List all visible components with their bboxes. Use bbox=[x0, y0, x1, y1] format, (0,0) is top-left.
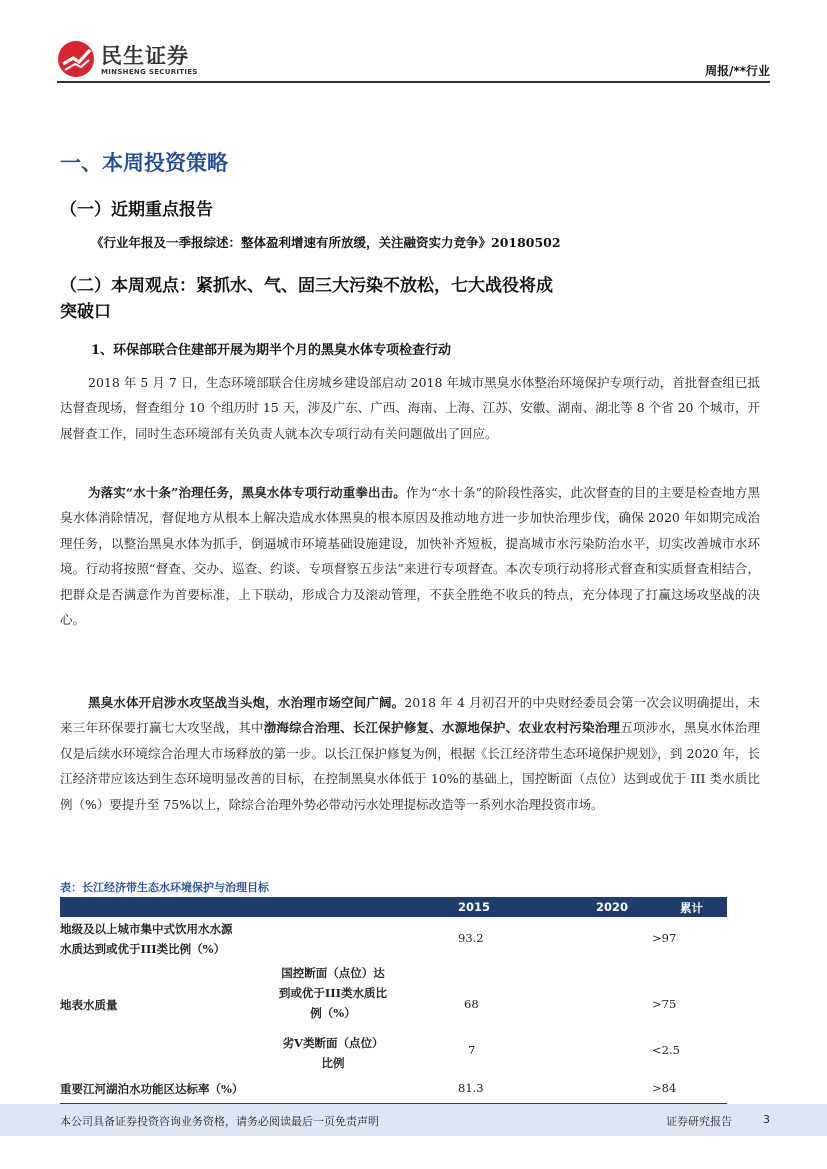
paragraph-1-text: 2018 年 5 月 7 日，生态环境部联合住房城乡建设部启动 2018 年城市黑臭水体整治环境保护专项行动，首批督查组已抵达督查现场，督查组分 10 个组历时 15 天，涉及广东、广西、海南、上海、江苏、安徽、湖南、湖北等 8 个省 20 个城市，开展督查工作，同时生态环境部有关负责人就本次专项行动有关问题做出了回应。 bbox=[60, 375, 760, 441]
row-label bbox=[60, 919, 233, 959]
paragraph-3-highlight: 渤海综合治理、长江保护修复、水源地保护、农业农村污染治理 bbox=[263, 720, 621, 736]
paragraph-3 bbox=[60, 690, 760, 817]
sub-heading-2-line2: 突破口 bbox=[60, 302, 111, 322]
table-row bbox=[60, 917, 727, 961]
sub-label-a-line2: 到或优于III类水质比 bbox=[278, 986, 388, 1000]
minsheng-logo-icon bbox=[57, 40, 95, 78]
table-row bbox=[60, 1081, 727, 1103]
footer bbox=[0, 1104, 827, 1136]
paragraph-3-text2: 五项涉水，黑臭水体治理仅是后续水环境综合治理大市场释放的第一步。以长江保护修复为例，根据《长江经济带生态环境保护规划》，到 2020 年，长江经济带应该达到生态环境明显改善的目标，在控制黑臭水体低于 10%的基础上，国控断面（点位）达到或优于 III 类水质比例（%）要提升至 75%以上，除综合治理外势必带动污水处理提标改造等一系列水治理投资市场。 bbox=[60, 720, 760, 812]
data-table bbox=[60, 897, 727, 1104]
paragraph-3-lead: 黑臭水体开启涉水攻坚战当头炮，水治理市场空间广阔。 bbox=[88, 695, 405, 710]
footer-disclaimer: 本公司具备证券投资咨询业务资格，请务必阅读最后一页免责声明 bbox=[60, 1115, 379, 1128]
paragraph-1 bbox=[60, 370, 760, 446]
row-label-line1: 地级及以上城市集中式饮用水水源 bbox=[60, 922, 233, 936]
footer-doc-type: 证券研究报告 bbox=[666, 1115, 732, 1128]
cell-2020: >97 bbox=[652, 931, 677, 945]
item-heading: 1、环保部联合住建部开展为期半个月的黑臭水体专项检查行动 bbox=[91, 343, 452, 358]
sub-label-b bbox=[268, 1033, 398, 1073]
cell-2020: <2.5 bbox=[652, 1043, 680, 1057]
paragraph-3-text1: 2018 年 4 月初召开的中央财经委员会第一次会议明确提出，未来三年环保要打赢七大攻坚战，其中 bbox=[60, 695, 760, 736]
paragraph-2 bbox=[60, 480, 760, 632]
row-label-line2: 水质达到或优于III类比例（%） bbox=[60, 942, 226, 956]
logo-cn: 民生证券 bbox=[101, 44, 189, 68]
cell-2015: 93.2 bbox=[458, 931, 484, 945]
cell-2020: >75 bbox=[652, 997, 677, 1011]
sub-label-b-line2: 比例 bbox=[321, 1056, 345, 1070]
sub-heading-2 bbox=[60, 273, 553, 325]
sub-label-b-line1: 劣V类断面（点位） bbox=[282, 1036, 384, 1050]
sub-label-a-line3: 例（%） bbox=[310, 1006, 356, 1020]
paragraph-2-lead: 为落实“水十条”治理任务，黑臭水体专项行动重拳出击。 bbox=[88, 485, 406, 500]
table-row-group bbox=[60, 961, 727, 1081]
table-header-cumulative: 累计 bbox=[680, 901, 703, 915]
cell-2015: 68 bbox=[464, 997, 479, 1011]
table-header-2020: 2020 bbox=[596, 900, 629, 914]
table-header-row bbox=[60, 897, 727, 917]
sub-label-a bbox=[268, 963, 398, 1023]
page-number: 3 bbox=[763, 1113, 770, 1126]
table-header-2015: 2015 bbox=[458, 900, 491, 914]
sub-label-a-line1: 国控断面（点位）达 bbox=[281, 966, 385, 980]
report-type: 周报/**行业 bbox=[705, 64, 770, 78]
paragraph-2-text: 作为“水十条”的阶段性落实，此次督查的目的主要是检查地方黑臭水体消除情况，督促地方从根本上解决造成水体黑臭的根本原因及推动地方进一步加快治理步伐，确保 2020 年如期完成治理任务，以整治黑臭水体为抓手，倒逼城市环境基础设施建设，加快补齐短板，提高城市水污染防治水平，切实改善城市水环境。行动将按照“督查、交办、巡查、约谈、专项督察五步法”来进行专项督查。本次专项行动将形式督查和实质督查相结合，把群众是否满意作为首要标准，上下联动，形成合力及滚动管理，不获全胜绝不收兵的特点，充分体现了打赢这场攻坚战的决心。 bbox=[60, 485, 760, 628]
row-label: 重要江河湖泊水功能区达标率（%） bbox=[60, 1082, 244, 1096]
logo-en: MINSHENG SECURITIES bbox=[101, 68, 198, 76]
sub-heading-1: （一）近期重点报告 bbox=[60, 200, 213, 220]
logo bbox=[57, 38, 217, 80]
sub-heading-2-line1: （二）本周观点：紧抓水、气、固三大污染不放松，七大战役将成 bbox=[60, 276, 553, 296]
group-label: 地表水质量 bbox=[60, 998, 118, 1012]
cell-2015: 7 bbox=[468, 1043, 476, 1057]
cell-2015: 81.3 bbox=[458, 1081, 484, 1095]
section-title: 一、本周投资策略 bbox=[60, 150, 228, 175]
table-caption: 表：长江经济带生态水环境保护与治理目标 bbox=[60, 881, 269, 894]
header-rule bbox=[57, 81, 770, 83]
cell-2020: >84 bbox=[652, 1081, 677, 1095]
key-report: 《行业年报及一季报综述：整体盈利增速有所放缓，关注融资实力竞争》20180502 bbox=[91, 235, 561, 250]
